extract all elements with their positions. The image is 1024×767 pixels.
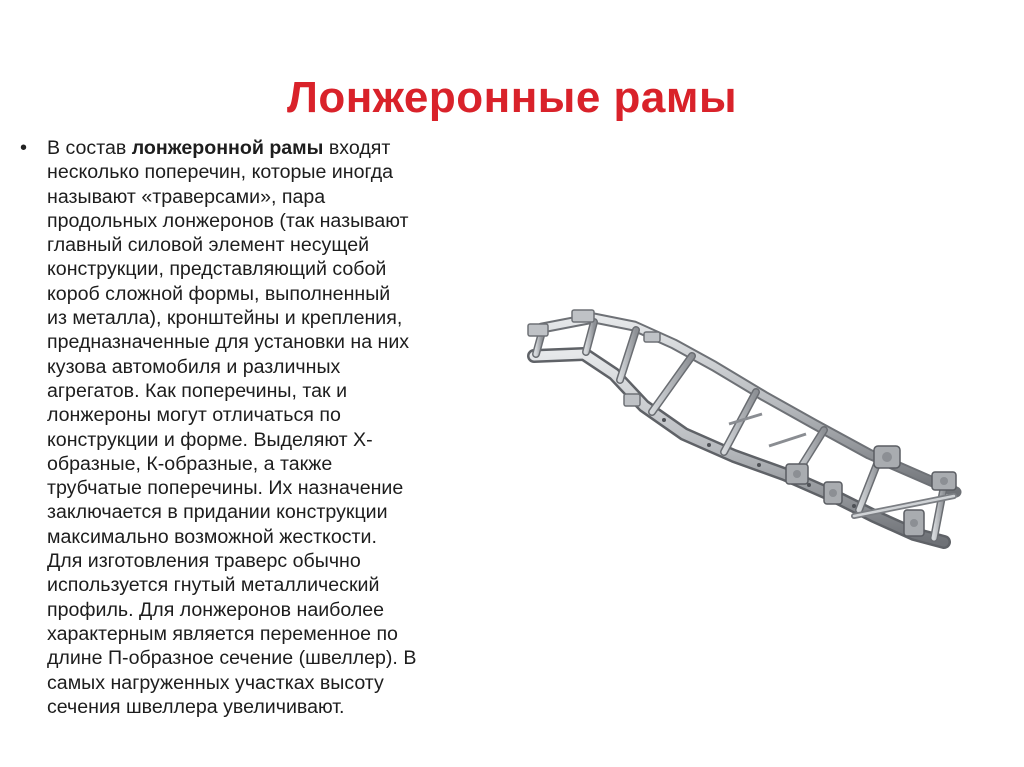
paragraph-line: характерным является переменное по: [47, 622, 398, 645]
paragraph-line: лонжероны могут отличаться по: [47, 404, 341, 427]
paragraph-line: входят: [323, 137, 391, 159]
paragraph-line: самых нагруженных участках высоту: [47, 671, 384, 694]
bullet-marker: •: [20, 137, 28, 159]
paragraph-line: конструкции, представляющий собой: [47, 258, 387, 281]
paragraph-line: главный силовой элемент несущей: [47, 234, 370, 257]
paragraph-line: конструкции и форме. Выделяют Х-: [47, 428, 373, 451]
paragraph-line: образные, К-образные, а также: [47, 452, 333, 475]
paragraph-prefix: В состав: [47, 137, 132, 159]
paragraph-line: продольных лонжеронов (так называют: [47, 209, 409, 232]
paragraph-line: несколько поперечин, которые иногда: [47, 161, 394, 184]
paragraph-line: используется гнутый металлический: [47, 574, 380, 597]
paragraph-line: кузова автомобиля и различных: [47, 355, 341, 378]
paragraph-line: сечения швеллера увеличивают.: [47, 695, 345, 718]
paragraph-line: короб сложной формы, выполненный: [47, 282, 391, 305]
paragraph-line: максимально возможной жесткости.: [47, 525, 377, 548]
paragraph-line: трубчатые поперечины. Их назначение: [47, 477, 404, 500]
paragraph-line: называют «траверсами», пара: [47, 185, 326, 208]
paragraph-line: предназначенные для установки на них: [47, 331, 410, 354]
slide-title: Лонжеронные рамы: [286, 73, 738, 122]
paragraph-line: длине П-образное сечение (швеллер). В: [47, 647, 417, 670]
paragraph-line: профиль. Для лонжеронов наиболее: [47, 598, 385, 621]
paragraph-line: из металла), кронштейны и крепления,: [47, 307, 403, 330]
paragraph-line: Для изготовления траверс обычно: [47, 550, 361, 573]
paragraph-line: заключается в придании конструкции: [47, 501, 388, 524]
paragraph-bold-term: лонжеронной рамы: [131, 137, 324, 159]
bullet-paragraph: [47, 136, 507, 719]
ladder-frame-chassis-illustration: [524, 296, 964, 566]
paragraph-line: агрегатов. Как поперечины, так и: [47, 379, 348, 402]
